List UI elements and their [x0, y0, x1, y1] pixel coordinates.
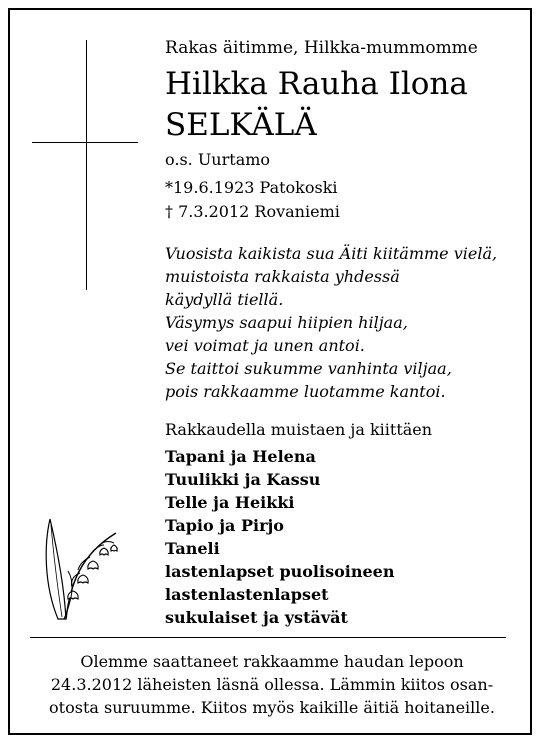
deceased-surname: SELKÄLÄ — [165, 107, 317, 143]
poem-line: muistoista rakkaista yhdessä — [165, 267, 400, 286]
footer-line: 24.3.2012 läheisten läsnä ollessa. Lämmin kiitos osan- — [50, 675, 494, 694]
birth-line: *19.6.1923 Patokoski — [165, 178, 338, 197]
divider-line — [30, 637, 506, 638]
mourners-list — [165, 445, 394, 629]
mourner-name: lastenlapset puolisoineen — [165, 562, 395, 581]
footer-notice — [24, 650, 520, 719]
memorial-poem — [165, 242, 497, 403]
cross-vertical-bar — [86, 40, 87, 290]
poem-line: Vuosista kaikista sua Äiti kiitämme vielä, — [165, 244, 498, 263]
mourner-name: lastenlastenlapset — [165, 585, 329, 604]
footer-line: otosta suruumme. Kiitos myös kaikille äitiä hoitaneille. — [49, 698, 495, 717]
deceased-first-names: Hilkka Rauha Ilona — [165, 66, 468, 102]
mourner-name: Taneli — [165, 539, 220, 558]
mourner-name: Telle ja Heikki — [165, 493, 295, 512]
death-line: † 7.3.2012 Rovaniemi — [165, 202, 340, 221]
intro-line: Rakas äitimme, Hilkka-mummomme — [165, 38, 478, 58]
poem-line: vei voimat ja unen antoi. — [165, 336, 365, 355]
poem-line: pois rakkaamme luotamme kantoi. — [165, 382, 446, 401]
mourner-name: sukulaiset ja ystävät — [165, 608, 348, 627]
poem-line: käydyllä tiellä. — [165, 290, 284, 309]
poem-line: Se taittoi sukumme vanhinta viljaa, — [165, 359, 452, 378]
lily-of-the-valley-icon — [40, 515, 130, 625]
footer-line: Olemme saattaneet rakkaamme haudan lepoon — [80, 652, 464, 671]
poem-line: Väsymys saapui hiipien hiljaa, — [165, 313, 408, 332]
mourner-name: Tapani ja Helena — [165, 447, 316, 466]
maiden-name: o.s. Uurtamo — [165, 150, 271, 169]
mourner-name: Tuulikki ja Kassu — [165, 470, 321, 489]
cross-horizontal-bar — [32, 142, 138, 143]
mourner-name: Tapio ja Pirjo — [165, 516, 284, 535]
thanks-line: Rakkaudella muistaen ja kiittäen — [165, 420, 433, 439]
